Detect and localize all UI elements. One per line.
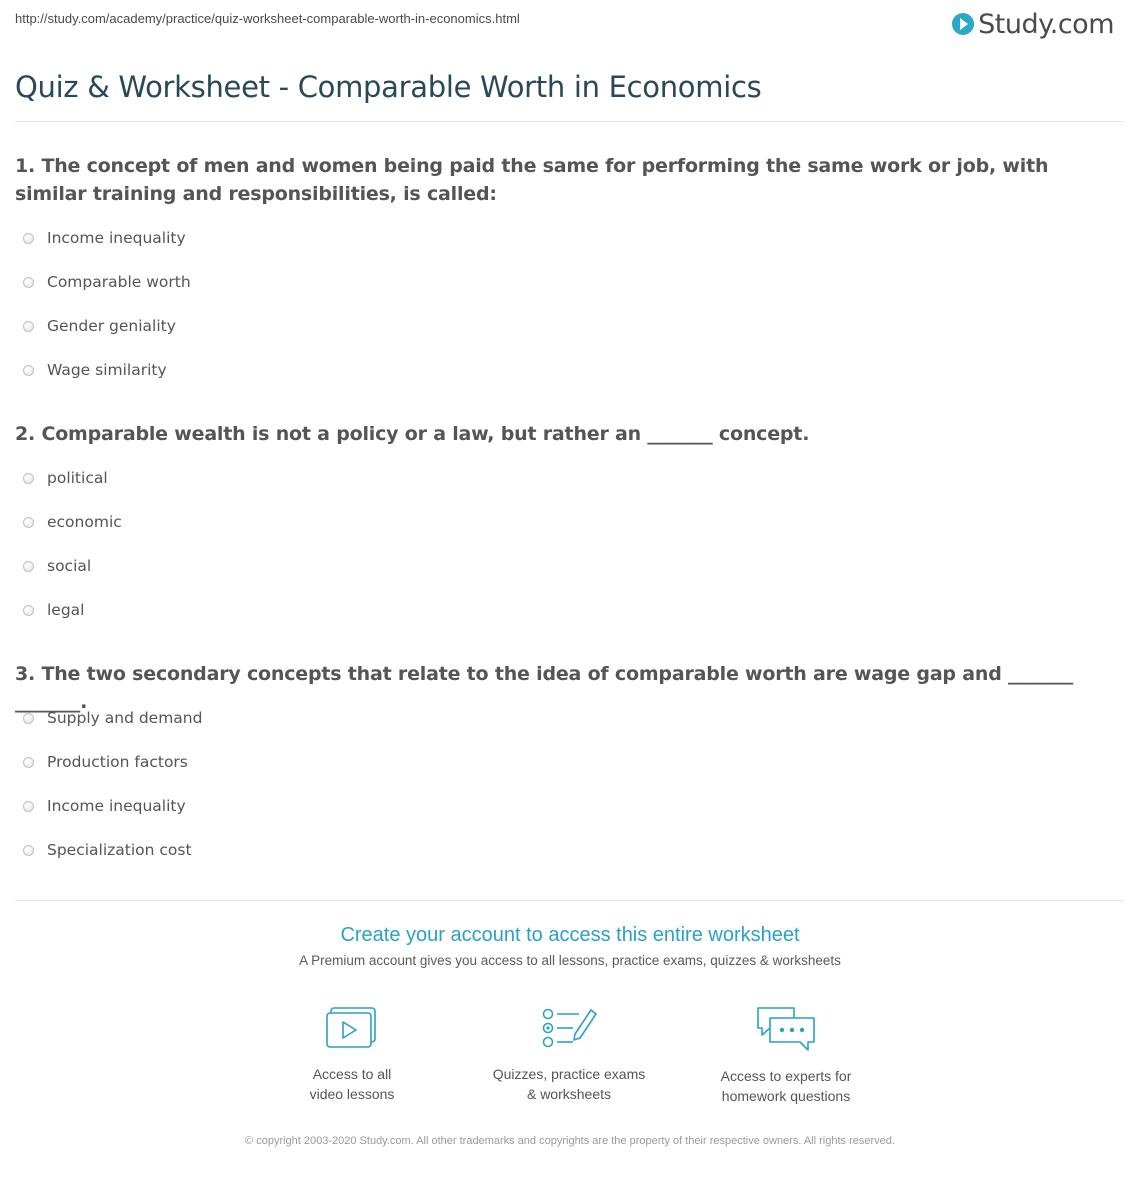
- radio-button[interactable]: [23, 233, 34, 244]
- option-label: Supply and demand: [47, 709, 203, 727]
- question-text: 3. The two secondary concepts that relate to the idea of comparable worth are wage gap and _______ _______.: [15, 663, 1074, 713]
- title-divider: [15, 121, 1124, 122]
- page-url: http://study.com/academy/practice/quiz-worksheet-comparable-worth-in-economics.html: [15, 11, 520, 26]
- answer-option[interactable]: [23, 839, 192, 861]
- radio-button[interactable]: [23, 517, 34, 528]
- option-label: economic: [47, 513, 122, 531]
- option-label: Comparable worth: [47, 273, 191, 291]
- radio-button[interactable]: [23, 801, 34, 812]
- radio-button[interactable]: [23, 277, 34, 288]
- radio-button[interactable]: [23, 605, 34, 616]
- option-label: political: [47, 469, 108, 487]
- cta-subtitle: A Premium account gives you access to all lessons, practice exams, quizzes & worksheets: [299, 953, 841, 968]
- section-divider: [15, 900, 1124, 901]
- radio-button[interactable]: [23, 321, 34, 332]
- quiz-checklist-icon: [539, 1004, 599, 1052]
- question-text: 1. The concept of men and women being paid the same for performing the same work or job, with similar training and responsibilities, is called:: [15, 155, 1049, 205]
- feature-label: Access to experts for homework questions: [720, 1068, 852, 1104]
- play-logo-icon: [952, 13, 974, 35]
- video-lessons-icon: [325, 1004, 379, 1052]
- feature-video-lessons: [252, 1004, 452, 1104]
- answer-option[interactable]: [23, 707, 202, 729]
- radio-button[interactable]: [23, 561, 34, 572]
- option-label: Income inequality: [47, 229, 186, 247]
- question-2: [15, 420, 1110, 448]
- radio-button[interactable]: [23, 713, 34, 724]
- feature-quizzes: [469, 1004, 669, 1104]
- answer-option[interactable]: [23, 555, 91, 577]
- feature-label: Quizzes, practice exams & worksheets: [492, 1066, 646, 1102]
- answer-option[interactable]: [23, 271, 191, 293]
- page-title: Quiz & Worksheet - Comparable Worth in Economics: [15, 70, 762, 104]
- answer-option[interactable]: [23, 467, 108, 489]
- option-label: Gender geniality: [47, 317, 176, 335]
- study-logo[interactable]: [952, 6, 1114, 42]
- chat-bubbles-icon: [754, 1004, 818, 1054]
- question-1: [15, 152, 1110, 208]
- feature-experts: [686, 1004, 886, 1106]
- option-label: social: [47, 557, 92, 575]
- answer-option[interactable]: [23, 227, 186, 249]
- answer-option[interactable]: [23, 599, 85, 621]
- copyright-notice: © copyright 2003-2020 Study.com. All other trademarks and copyrights are the property of their respective owners. All rights reserved.: [245, 1135, 895, 1147]
- logo-text: Study.com: [978, 8, 1114, 40]
- answer-option[interactable]: [23, 359, 167, 381]
- option-label: Income inequality: [47, 797, 186, 815]
- option-label: Wage similarity: [47, 361, 167, 379]
- answer-option[interactable]: [23, 315, 176, 337]
- radio-button[interactable]: [23, 757, 34, 768]
- option-label: Production factors: [47, 753, 188, 771]
- question-text: 2. Comparable wealth is not a policy or a law, but rather an _______ concept.: [15, 423, 810, 445]
- answer-option[interactable]: [23, 795, 186, 817]
- radio-button[interactable]: [23, 473, 34, 484]
- cta-heading[interactable]: Create your account to access this entire worksheet: [340, 924, 800, 946]
- radio-button[interactable]: [23, 365, 34, 376]
- option-label: legal: [47, 601, 85, 619]
- feature-label: Access to all video lessons: [309, 1066, 395, 1102]
- option-label: Specialization cost: [47, 841, 192, 859]
- radio-button[interactable]: [23, 845, 34, 856]
- answer-option[interactable]: [23, 511, 122, 533]
- answer-option[interactable]: [23, 751, 188, 773]
